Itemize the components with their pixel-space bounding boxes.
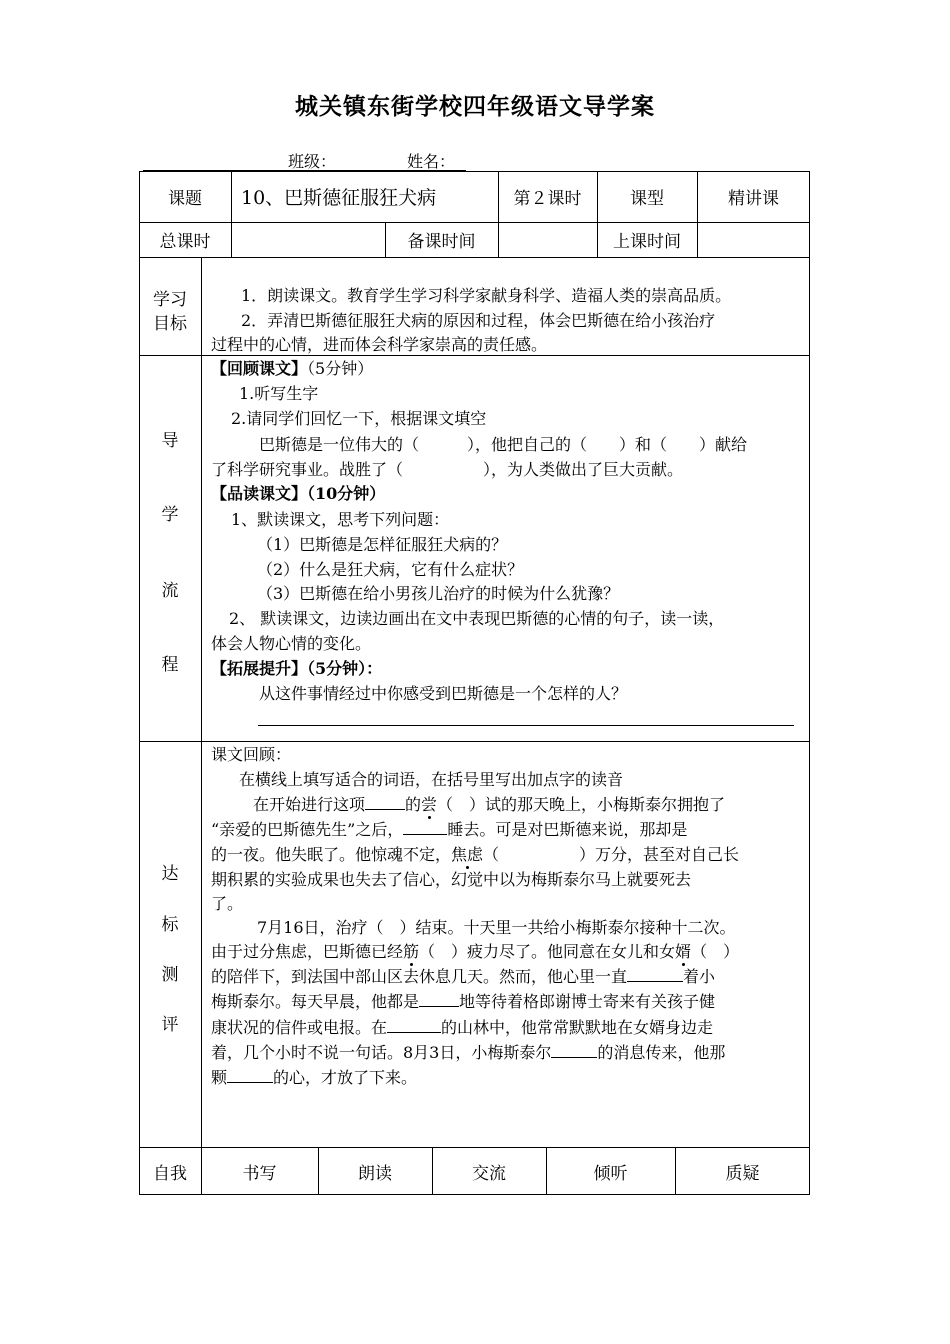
row-divider [139,741,810,742]
self-label: 自我 [153,1163,187,1184]
assess-line: 着，几个小时不说一句话。8月3日，小梅斯泰尔 的消息传来，他那 [211,1043,726,1062]
guide-line: （1）巴斯德是怎样征服狂犬病的？ [257,535,508,554]
class-name-line [143,146,466,171]
guide-line: 巴斯德是一位伟大的（ ），他把自己的（ ）和（ ）献给 [259,435,748,454]
assess-line: 康状况的信件或电报。在 的山林中，他常常默默地在女婿身边走 [211,1018,714,1037]
type-label: 课型 [630,189,664,209]
assess-line: “亲爱的巴斯德先生”之后， 睡去。可是对巴斯德来说，那却是 [211,820,688,839]
guide-label-char: 导 [161,431,179,451]
guide-line: 从这件事情经过中你感受到巴斯德是一个怎样的人？ [259,684,628,703]
assess-line: 在开始进行这项 的尝（ ）试的那天晚上，小梅斯泰尔拥抱了 [253,795,726,814]
assess-label-char: 标 [161,915,179,935]
assess-line: 的陪伴下，到法国中部山区去休息几天。然而，他心里一直 着小 [211,967,716,986]
topic-value: 10、巴斯德征服狂犬病 [241,187,437,209]
assess-label-char: 测 [161,965,179,985]
assess-line: 由于过分焦虑，巴斯德已经筋（ ）疲力尽了。他同意在女儿和女婿（ ） [211,942,740,961]
assess-line: 了。 [211,894,244,913]
read-heading: 【品读课文】（10分钟） [211,484,386,503]
self-item-listening: 倾听 [593,1163,628,1184]
col-divider [231,171,232,258]
assess-line: 期积累的实验成果也失去了信心，幻觉中以为梅斯泰尔马上就要死去 [211,870,692,889]
guide-line: 2、 默读课文，边读边画出在文中表现巴斯德的心情的句子，读一读， [229,609,725,628]
type-value: 精讲课 [728,189,779,209]
self-item-questioning: 质疑 [725,1163,760,1184]
name-label: 姓名： [407,152,456,171]
assess-line: 7月16日，治疗（ ）结束。十天里一共给小梅斯泰尔接种十二次。 [257,918,736,937]
lesson-period: 第２课时 [513,189,582,209]
label-col-divider [201,257,202,1195]
goal-line: 1．朗读课文。教育学生学习科学家献身科学、造福人类的崇高品质。 [241,286,732,305]
guide-label-char: 程 [161,655,179,675]
assess-line: 在横线上填写适合的词语，在括号里写出加点字的读音 [239,770,624,789]
self-item-reading: 朗读 [358,1163,392,1184]
class-time-label: 上课时间 [613,232,681,252]
assess-line: 颗 的心，才放了下来。 [211,1068,418,1087]
guide-line: 了科学研究事业。战胜了（ ），为人类做出了巨大贡献。 [211,460,684,479]
guide-line: （2）什么是狂犬病，它有什么症状？ [257,560,524,579]
self-item-communicating: 交流 [472,1163,506,1184]
assess-line: 梅斯泰尔。每天早晨，他都是 地等待着格郎谢博士寄来有关孩子健 [211,992,716,1011]
guide-line: 1、默读课文，思考下列问题： [231,510,450,529]
prep-time-label: 备课时间 [407,232,476,252]
guide-line: 2.请同学们回忆一下，根据课文填空 [231,409,487,428]
guide-line: 体会人物心情的变化。 [211,634,372,653]
col-divider [498,222,499,257]
goal-line: 过程中的心情，进而体会科学家崇高的责任感。 [211,335,548,354]
guide-line: （3）巴斯德在给小男孩儿治疗的时候为什么犹豫？ [257,584,620,603]
assess-label-char: 达 [161,864,179,884]
goals-label-2: 目标 [153,314,187,334]
page-title: 城关镇东街学校四年级语文导学案 [295,93,655,120]
topic-label: 课题 [168,189,202,209]
guide-label-char: 流 [161,581,179,601]
answer-line [258,725,794,726]
extend-heading: 【拓展提升】（5分钟）： [211,659,383,678]
goals-label-1: 学习 [153,290,187,310]
row-divider [139,257,810,258]
class-label: 班级： [288,152,337,171]
total-hours-label: 总课时 [159,232,211,252]
assess-line: 课文回顾： [211,745,292,764]
review-heading: 【回顾课文】（5分钟） [211,359,374,378]
goal-line: 2．弄清巴斯德征服狂犬病的原因和过程，体会巴斯德在给小孩治疗 [241,311,716,330]
guide-line: 1.听写生字 [239,384,319,403]
self-item-writing: 书写 [242,1163,277,1184]
guide-label-char: 学 [161,505,179,525]
assess-label-char: 评 [161,1015,179,1035]
assess-line: 的一夜。他失眠了。他惊魂不定，焦虑（ ）万分，甚至对自己长 [211,845,740,864]
